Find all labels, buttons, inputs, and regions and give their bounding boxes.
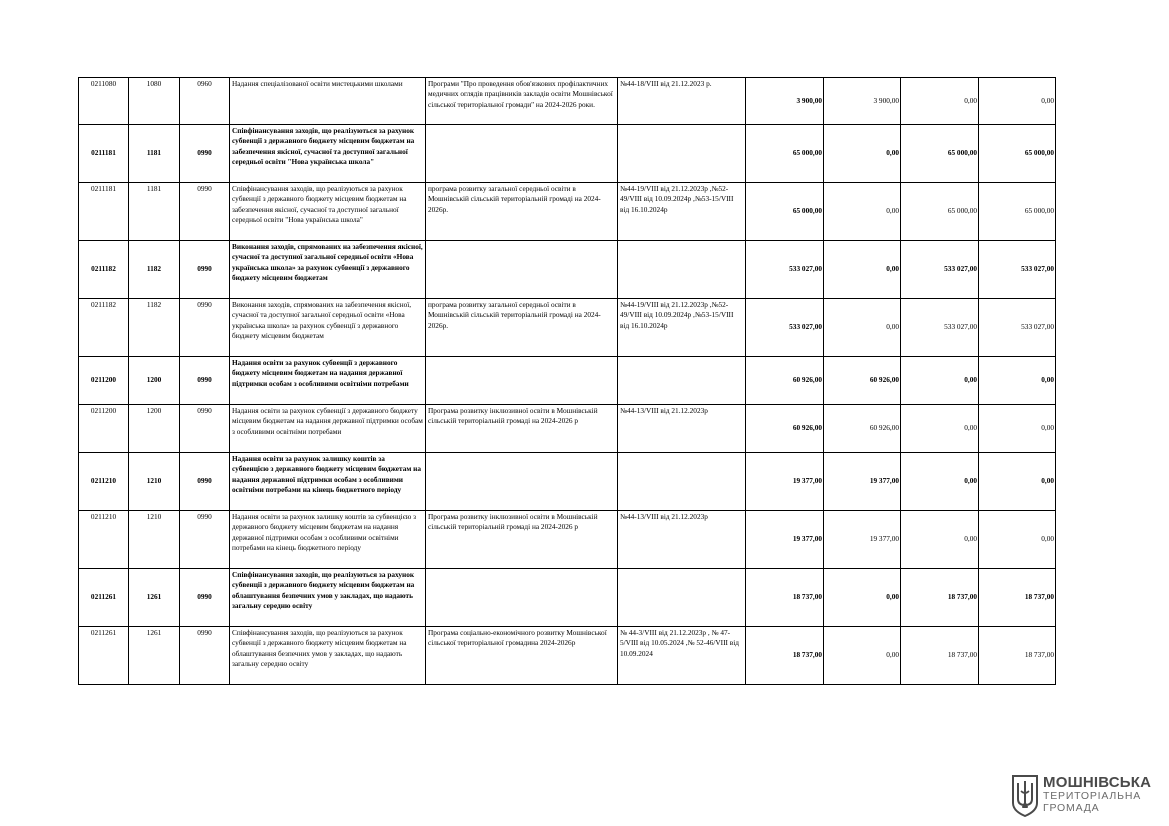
cell-total: 3 900,00 [746, 78, 824, 125]
table-row [79, 357, 1056, 405]
cell-development-budget: 0,00 [979, 511, 1056, 569]
cell-measure-name: Надання освіти за рахунок субвенції з державного бюджету місцевим бюджетам на надання державної підтримки особам з особливими освітніми потребами [230, 357, 426, 405]
cell-development-budget: 0,00 [979, 405, 1056, 453]
cell-kfk-code: 1182 [129, 241, 180, 299]
cell-kfk-code: 1200 [129, 405, 180, 453]
cell-general-fund: 19 377,00 [824, 453, 901, 511]
cell-special-fund: 533 027,00 [901, 299, 979, 357]
cell-decision: №44-19/VIII від 21.12.2023р ,№52-49/VIII від 10.09.2024р ,№53-15/VIII від 16.10.2024р [618, 183, 746, 241]
cell-development-budget: 0,00 [979, 357, 1056, 405]
cell-program-code: 0211181 [79, 183, 129, 241]
cell-kfk-code: 1080 [129, 78, 180, 125]
cell-kfkvk-code: 0990 [180, 357, 230, 405]
cell-development-budget: 65 000,00 [979, 125, 1056, 183]
cell-measure-name: Виконання заходів, спрямованих на забезпечення якісної, сучасної та доступної загальної середньої освіти «Нова українська школа» за рахунок субвенції з державного бюджету місцевим бюджетам [230, 299, 426, 357]
cell-kfk-code: 1210 [129, 453, 180, 511]
cell-general-fund: 3 900,00 [824, 78, 901, 125]
cell-general-fund: 0,00 [824, 241, 901, 299]
cell-kfk-code: 1181 [129, 183, 180, 241]
cell-total: 19 377,00 [746, 453, 824, 511]
cell-special-fund: 65 000,00 [901, 183, 979, 241]
cell-kfkvk-code: 0990 [180, 183, 230, 241]
cell-general-fund: 60 926,00 [824, 357, 901, 405]
table-row [79, 78, 1056, 125]
cell-kfk-code: 1182 [129, 299, 180, 357]
table-row [79, 405, 1056, 453]
table-row [79, 125, 1056, 183]
table-row [79, 453, 1056, 511]
cell-measure-name: Надання освіти за рахунок субвенції з державного бюджету місцевим бюджетам на надання державної підтримки особам з особливими освітніми потребами [230, 405, 426, 453]
cell-measure-name: Співфінансування заходів, що реалізуються за рахунок субвенції з державного бюджету місцевим бюджетам на облаштування безпечних умов у закладах, що надають загальну середню освіту [230, 569, 426, 627]
cell-program-name [426, 241, 618, 299]
cell-kfkvk-code: 0990 [180, 569, 230, 627]
logo-line-3: ГРОМАДА [1043, 802, 1100, 814]
cell-program-name [426, 357, 618, 405]
cell-program-code: 0211200 [79, 357, 129, 405]
budget-table [78, 77, 1056, 685]
cell-decision [618, 569, 746, 627]
cell-special-fund: 0,00 [901, 357, 979, 405]
cell-special-fund: 0,00 [901, 453, 979, 511]
cell-general-fund: 0,00 [824, 569, 901, 627]
cell-kfk-code: 1181 [129, 125, 180, 183]
cell-general-fund: 19 377,00 [824, 511, 901, 569]
cell-program-code: 0211182 [79, 299, 129, 357]
cell-special-fund: 18 737,00 [901, 627, 979, 685]
cell-kfkvk-code: 0960 [180, 78, 230, 125]
cell-total: 533 027,00 [746, 299, 824, 357]
logo-line-1: МОШНІВСЬКА [1043, 774, 1152, 791]
cell-development-budget: 65 000,00 [979, 183, 1056, 241]
table-row [79, 569, 1056, 627]
cell-kfk-code: 1261 [129, 627, 180, 685]
trident-emblem-icon [1011, 773, 1039, 817]
cell-program-name: програма розвитку загальної середньої освіти в Мошнівській сільській територіальній громаді на 2024-2026р. [426, 299, 618, 357]
logo-line-2: ТЕРИТОРІАЛЬНА [1043, 790, 1141, 802]
cell-development-budget: 18 737,00 [979, 569, 1056, 627]
cell-decision: №44-19/VIII від 21.12.2023р ,№52-49/VIII від 10.09.2024р ,№53-15/VIII від 16.10.2024р [618, 299, 746, 357]
cell-decision [618, 453, 746, 511]
cell-special-fund: 0,00 [901, 405, 979, 453]
cell-special-fund: 533 027,00 [901, 241, 979, 299]
cell-kfk-code: 1200 [129, 357, 180, 405]
cell-program-code: 0211261 [79, 569, 129, 627]
cell-general-fund: 0,00 [824, 125, 901, 183]
cell-special-fund: 18 737,00 [901, 569, 979, 627]
cell-measure-name: Надання освіти за рахунок залишку коштів за субвенцією з державного бюджету місцевим бюджетам на надання державної підтримки особам з особливими освітніми потребами на кінець бюджетного періоду [230, 511, 426, 569]
cell-decision [618, 357, 746, 405]
cell-kfkvk-code: 0990 [180, 627, 230, 685]
cell-general-fund: 0,00 [824, 183, 901, 241]
cell-development-budget: 533 027,00 [979, 241, 1056, 299]
cell-total: 60 926,00 [746, 405, 824, 453]
cell-decision [618, 125, 746, 183]
table-row [79, 241, 1056, 299]
cell-total: 19 377,00 [746, 511, 824, 569]
cell-measure-name: Надання спеціалізованої освіти мистецькими школами [230, 78, 426, 125]
cell-measure-name: Надання освіти за рахунок залишку коштів за субвенцією з державного бюджету місцевим бюджетам на надання державної підтримки особам з особливими освітніми потребами на кінець бюджетного періоду [230, 453, 426, 511]
cell-program-name: Програма соціально-економічного розвитку Мошнівської сільської територіальної громадина 2024-2026р [426, 627, 618, 685]
cell-measure-name: Виконання заходів, спрямованих на забезпечення якісної, сучасної та доступної загальної середньої освіти «Нова українська школа» за рахунок субвенції з державного бюджету місцевим бюджетам [230, 241, 426, 299]
table-row [79, 511, 1056, 569]
cell-general-fund: 0,00 [824, 299, 901, 357]
cell-program-name [426, 569, 618, 627]
cell-measure-name: Співфінансування заходів, що реалізуються за рахунок субвенції з державного бюджету місцевим бюджетам на облаштування безпечних умов у закладах, що надають загальну середню освіту [230, 627, 426, 685]
cell-program-code: 0211182 [79, 241, 129, 299]
cell-measure-name: Співфінансування заходів, що реалізуються за рахунок субвенції з державного бюджету місцевим бюджетам на забезпечення якісної, сучасної та доступної загальної середньої освіти "Нова українська школа" [230, 125, 426, 183]
table-row [79, 627, 1056, 685]
cell-program-name: Програма розвитку інклюзивної освіти в Мошнівській сільській територіальній громаді на 2024-2026 р [426, 405, 618, 453]
cell-kfk-code: 1210 [129, 511, 180, 569]
cell-measure-name: Співфінансування заходів, що реалізуються за рахунок субвенції з державного бюджету місцевим бюджетам на забезпечення якісної, сучасної та доступної загальної середньої освіти "Нова українська школа" [230, 183, 426, 241]
cell-development-budget: 0,00 [979, 78, 1056, 125]
cell-program-code: 0211261 [79, 627, 129, 685]
cell-kfkvk-code: 0990 [180, 299, 230, 357]
cell-total: 18 737,00 [746, 627, 824, 685]
cell-development-budget: 18 737,00 [979, 627, 1056, 685]
cell-decision [618, 241, 746, 299]
cell-total: 65 000,00 [746, 183, 824, 241]
cell-decision: №44-13/VIII від 21.12.2023р [618, 511, 746, 569]
cell-general-fund: 60 926,00 [824, 405, 901, 453]
cell-kfkvk-code: 0990 [180, 241, 230, 299]
cell-program-code: 0211200 [79, 405, 129, 453]
cell-program-name [426, 125, 618, 183]
cell-special-fund: 0,00 [901, 511, 979, 569]
cell-kfkvk-code: 0990 [180, 511, 230, 569]
cell-total: 65 000,00 [746, 125, 824, 183]
cell-kfkvk-code: 0990 [180, 405, 230, 453]
cell-program-code: 0211210 [79, 511, 129, 569]
cell-general-fund: 0,00 [824, 627, 901, 685]
cell-total: 533 027,00 [746, 241, 824, 299]
cell-kfkvk-code: 0990 [180, 125, 230, 183]
table-row [79, 299, 1056, 357]
cell-program-code: 0211080 [79, 78, 129, 125]
cell-total: 18 737,00 [746, 569, 824, 627]
cell-total: 60 926,00 [746, 357, 824, 405]
cell-special-fund: 0,00 [901, 78, 979, 125]
cell-special-fund: 65 000,00 [901, 125, 979, 183]
cell-program-name: Програма розвитку інклюзивної освіти в Мошнівській сільській територіальній громаді на 2024-2026 р [426, 511, 618, 569]
cell-decision: №44-18/VIII від 21.12.2023 р. [618, 78, 746, 125]
cell-kfk-code: 1261 [129, 569, 180, 627]
table-row [79, 183, 1056, 241]
cell-program-name [426, 453, 618, 511]
cell-program-name: Програми "Про проведення обов'язкових профілактичних медичних оглядів працівників закладів освіти Мошнівської сільської територіальної громади" на 2024-2026 роки. [426, 78, 618, 125]
cell-development-budget: 533 027,00 [979, 299, 1056, 357]
cell-kfkvk-code: 0990 [180, 453, 230, 511]
community-logo [1011, 773, 1151, 817]
cell-decision: № 44-3/VIII від 21.12.2023р , № 47-5/VIII від 10.05.2024 ,№ 52-46/VIII від 10.09.2024 [618, 627, 746, 685]
cell-decision: №44-13/VIII від 21.12.2023р [618, 405, 746, 453]
cell-program-code: 0211210 [79, 453, 129, 511]
cell-program-code: 0211181 [79, 125, 129, 183]
cell-program-name: програма розвитку загальної середньої освіти в Мошнівській сільській територіальній громаді на 2024-2026р. [426, 183, 618, 241]
cell-development-budget: 0,00 [979, 453, 1056, 511]
